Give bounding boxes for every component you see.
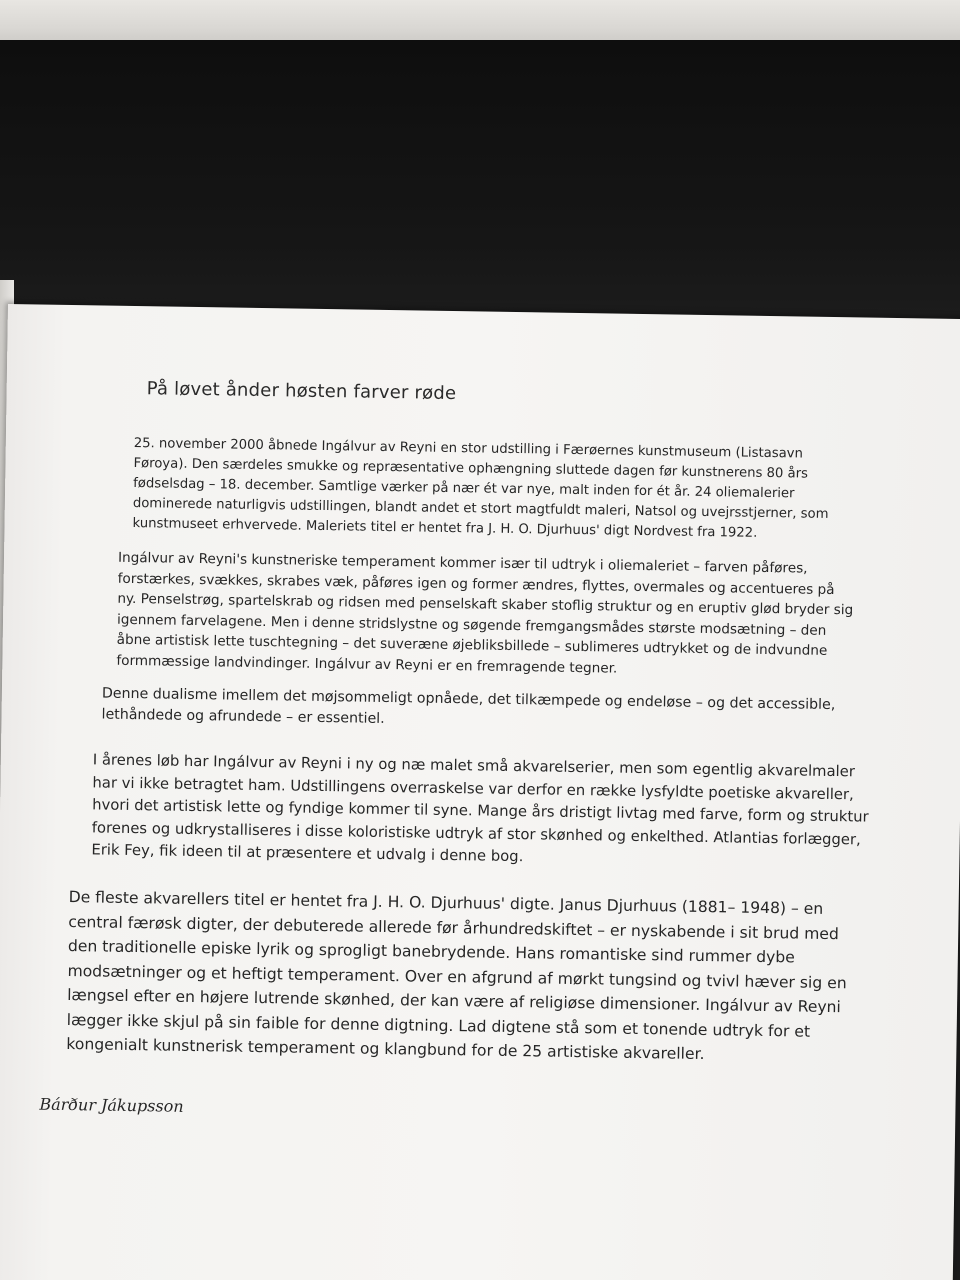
book-cover-dark [0,40,960,330]
paragraph-3: Denne dualisme imellem det møjsommeligt opnåede, det tilkæmpede og endeløse – og det accessible, lethåndede og afrundede – er essentiel. [101,685,836,727]
page-title: På løvet ånder høsten farver røde [146,378,457,405]
paragraph-1: 25. november 2000 åbnede Ingálvur av Reyni en stor udstilling i Færøernes kunstmuseum (Listasavn Føroya). Den særdeles smukke og repræsentative ophængning sluttede dagen før kunstnerens 80 års fødselsdag – 18. december. Samtlige værker på nær ét var nye, malt inden for ét år. 24 oliemalerier dominerede naturligvis udstillingen, blandt andet et stort magtfuldt maleri, Natsol og uvejrsstjerner, som kunstmuseet erhvervede. Maleriets titel er hentet fra J. H. O. Djurhuus' digt Nordvest fra 1922. [132,435,829,541]
paragraph-4: I årenes løb har Ingálvur av Reyni i ny og næ malet små akvarelserier, men som egentlig akvarelmaler har vi ikke betragtet ham. Udstillingens overraskelse var derfor en række lysfyldte poetiske akvareller, hvori det artistisk lette og fyndige kommer til syne. Mange års dristigt livtag med farve, form og struktur forenes og udkrystalliseres i disse koloristiske udtryk af stor skønhed og enkelthed. Atlantias forlægger, Erik Fey, fik ideen til at præsentere et udvalg i denne bog. [91,751,869,866]
paragraph-2: Ingálvur av Reyni's kunstneriske temperament kommer især til udtryk i oliemaleriet – farven påføres, forstærkes, svækkes, skrabes væk, påføres igen og former ændres, flyttes, overmales og accentueres på ny. Penselstrøg, spartelskrab og ridsen med penselskaft skaber stoflig struktur og en eruptiv glød bryder sig igennem farvelagene. Men i denne stridslystne og søgende fremgangsmådes største modsætning – den åbne artistisk lette tuschtegning – det suveræne øjebliksbillede – sublimeres udtrykket og de indvundne formmæssige landvindinger. Ingálvur av Reyni er en fremragende tegner. [116,549,854,677]
paragraph-5: De fleste akvarellers titel er hentet fra J. H. O. Djurhuus' digte. Janus Djurhuus (1881– 1948) – en central færøsk digter, der debuterede allerede før århundredskiftet – er nyskabende i sit brud med den traditionelle episke lyrik og sprogligt banebrydende. Hans romantiske sind rummer dybe modsætninger og et heftigt temperament. Over en afgrund af mørkt tungsind og tvivl hæver sig en længsel efter en højere lutrende skønhed, der kan være af religiøse dimensioner. Ingálvur av Reyni lægger ikke skjul på sin faible for denne digtning. Lad digtene stå som et tonende udtryk for et kongenialt kunstnerisk temperament og klangbund for de 25 artistiske akvareller. [66,888,847,1064]
book-page [0,304,960,1280]
author-signature: Bárður Jákupsson [39,1094,184,1116]
